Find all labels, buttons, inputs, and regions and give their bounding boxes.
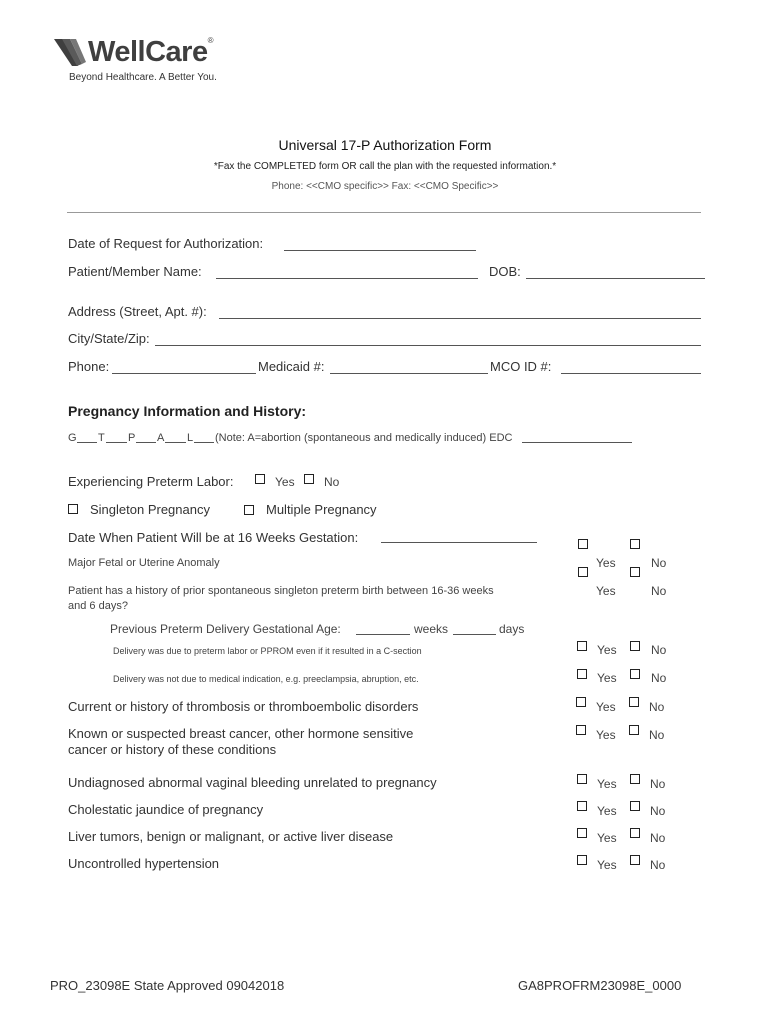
- history-no-label: No: [651, 584, 667, 598]
- anomaly-no-label: No: [651, 556, 667, 570]
- gtpal-note: (Note: A=abortion (spontaneous and medically induced) EDC: [215, 432, 513, 444]
- anomaly-label: Major Fetal or Uterine Anomaly: [68, 557, 220, 569]
- preterm-yes-label: Yes: [275, 475, 295, 489]
- multiple-checkbox[interactable]: [244, 505, 254, 515]
- due-labor-yes-label: Yes: [597, 643, 617, 657]
- not-medical-label: Delivery was not due to medical indication, e.g. preeclampsia, abruption, etc.: [113, 674, 419, 684]
- gtpal-t-field[interactable]: [106, 442, 127, 443]
- bleeding-yes-label: Yes: [597, 777, 617, 791]
- edc-field[interactable]: [522, 442, 632, 443]
- history-label-line2: and 6 days?: [68, 600, 128, 612]
- prev-age-label: Previous Preterm Delivery Gestational Age:: [110, 622, 341, 636]
- due-to-labor-label: Delivery was due to preterm labor or PPROM even if it resulted in a C-section: [113, 646, 422, 656]
- liver-no-label: No: [650, 831, 666, 845]
- prev-age-weeks-field[interactable]: [356, 634, 410, 635]
- footer-left: PRO_23098E State Approved 09042018: [50, 978, 285, 993]
- patient-name-label: Patient/Member Name:: [68, 264, 202, 279]
- due-labor-no-checkbox[interactable]: [630, 641, 640, 651]
- not-medical-no-label: No: [651, 671, 667, 685]
- not-medical-yes-checkbox[interactable]: [577, 669, 587, 679]
- due-labor-no-label: No: [651, 643, 667, 657]
- weeks-label: weeks: [414, 622, 449, 636]
- breast-cancer-yes-label: Yes: [596, 728, 616, 742]
- gtpal-p-field[interactable]: [136, 442, 156, 443]
- gtpal-g: G: [68, 432, 77, 444]
- multiple-label: Multiple Pregnancy: [266, 502, 377, 517]
- gtpal-l-field[interactable]: [194, 442, 214, 443]
- hypertension-no-checkbox[interactable]: [630, 855, 640, 865]
- jaundice-no-checkbox[interactable]: [630, 801, 640, 811]
- anomaly-yes-checkbox[interactable]: [578, 539, 588, 549]
- liver-yes-label: Yes: [597, 831, 617, 845]
- breast-cancer-yes-checkbox[interactable]: [576, 725, 586, 735]
- preterm-labor-label: Experiencing Preterm Labor:: [68, 474, 234, 489]
- form-title: Universal 17-P Authorization Form: [278, 137, 492, 153]
- thrombosis-yes-checkbox[interactable]: [576, 697, 586, 707]
- due-labor-yes-checkbox[interactable]: [577, 641, 587, 651]
- wellcare-swoosh-icon: [52, 36, 88, 68]
- hypertension-yes-checkbox[interactable]: [577, 855, 587, 865]
- not-medical-no-checkbox[interactable]: [630, 669, 640, 679]
- dob-field[interactable]: [526, 278, 705, 279]
- hypertension-yes-label: Yes: [597, 858, 617, 872]
- header-divider: [67, 212, 701, 213]
- patient-name-field[interactable]: [216, 278, 478, 279]
- gtpal-t: T: [98, 432, 105, 444]
- singleton-checkbox[interactable]: [68, 504, 78, 514]
- contact-line: Phone: <<CMO specific>> Fax: <<CMO Specific>>: [271, 181, 499, 192]
- liver-label: Liver tumors, benign or malignant, or active liver disease: [68, 829, 394, 844]
- medicaid-field[interactable]: [330, 373, 488, 374]
- dob-label: DOB:: [489, 264, 521, 279]
- gtpal-p: P: [128, 432, 136, 444]
- medicaid-label: Medicaid #:: [258, 359, 325, 374]
- phone-label: Phone:: [68, 359, 110, 374]
- preterm-no-checkbox[interactable]: [304, 474, 314, 484]
- city-label: City/State/Zip:: [68, 331, 150, 346]
- city-field[interactable]: [155, 345, 701, 346]
- preterm-yes-checkbox[interactable]: [255, 474, 265, 484]
- days-label: days: [499, 622, 525, 636]
- date-request-field[interactable]: [284, 250, 476, 251]
- sixteen-weeks-field[interactable]: [381, 542, 537, 543]
- mco-field[interactable]: [561, 373, 701, 374]
- breast-cancer-no-checkbox[interactable]: [629, 725, 639, 735]
- logo-wordmark: WellCare®: [88, 36, 213, 68]
- history-yes-label: Yes: [596, 584, 616, 598]
- thrombosis-no-checkbox[interactable]: [629, 697, 639, 707]
- history-no-checkbox[interactable]: [630, 567, 640, 577]
- thrombosis-no-label: No: [649, 700, 665, 714]
- anomaly-no-checkbox[interactable]: [630, 539, 640, 549]
- gtpal-l: L: [187, 432, 194, 444]
- singleton-label: Singleton Pregnancy: [90, 502, 210, 517]
- jaundice-no-label: No: [650, 804, 666, 818]
- thrombosis-yes-label: Yes: [596, 700, 616, 714]
- thrombosis-label: Current or history of thrombosis or thromboembolic disorders: [68, 699, 419, 714]
- breast-cancer-label-line1: Known or suspected breast cancer, other hormone sensitive: [68, 726, 414, 741]
- address-field[interactable]: [219, 318, 701, 319]
- history-label-line1: Patient has a history of prior spontaneous singleton preterm birth between 16-36 weeks: [68, 585, 494, 597]
- jaundice-label: Cholestatic jaundice of pregnancy: [68, 802, 264, 817]
- hypertension-label: Uncontrolled hypertension: [68, 856, 220, 871]
- bleeding-label: Undiagnosed abnormal vaginal bleeding unrelated to pregnancy: [68, 775, 437, 790]
- logo-tagline: Beyond Healthcare. A Better You.: [69, 72, 217, 83]
- gtpal-g-field[interactable]: [77, 442, 97, 443]
- bleeding-yes-checkbox[interactable]: [577, 774, 587, 784]
- history-yes-checkbox[interactable]: [578, 567, 588, 577]
- bleeding-no-label: No: [650, 777, 666, 791]
- anomaly-yes-label: Yes: [596, 556, 616, 570]
- gtpal-a-field[interactable]: [165, 442, 186, 443]
- breast-cancer-label-line2: cancer or history of these conditions: [68, 742, 277, 757]
- mco-label: MCO ID #:: [490, 359, 552, 374]
- liver-yes-checkbox[interactable]: [577, 828, 587, 838]
- fax-note: *Fax the COMPLETED form OR call the plan with the requested information.*: [213, 161, 557, 172]
- pregnancy-heading: Pregnancy Information and History:: [68, 403, 307, 419]
- bleeding-no-checkbox[interactable]: [630, 774, 640, 784]
- liver-no-checkbox[interactable]: [630, 828, 640, 838]
- address-label: Address (Street, Apt. #):: [68, 304, 207, 319]
- preterm-no-label: No: [324, 475, 340, 489]
- phone-field[interactable]: [112, 373, 256, 374]
- not-medical-yes-label: Yes: [597, 671, 617, 685]
- date-request-label: Date of Request for Authorization:: [68, 236, 264, 251]
- prev-age-days-field[interactable]: [453, 634, 496, 635]
- sixteen-weeks-label: Date When Patient Will be at 16 Weeks Gestation:: [68, 530, 359, 545]
- footer-right: GA8PROFRM23098E_0000: [518, 978, 682, 993]
- breast-cancer-no-label: No: [649, 728, 665, 742]
- jaundice-yes-label: Yes: [597, 804, 617, 818]
- jaundice-yes-checkbox[interactable]: [577, 801, 587, 811]
- hypertension-no-label: No: [650, 858, 666, 872]
- gtpal-a: A: [157, 432, 165, 444]
